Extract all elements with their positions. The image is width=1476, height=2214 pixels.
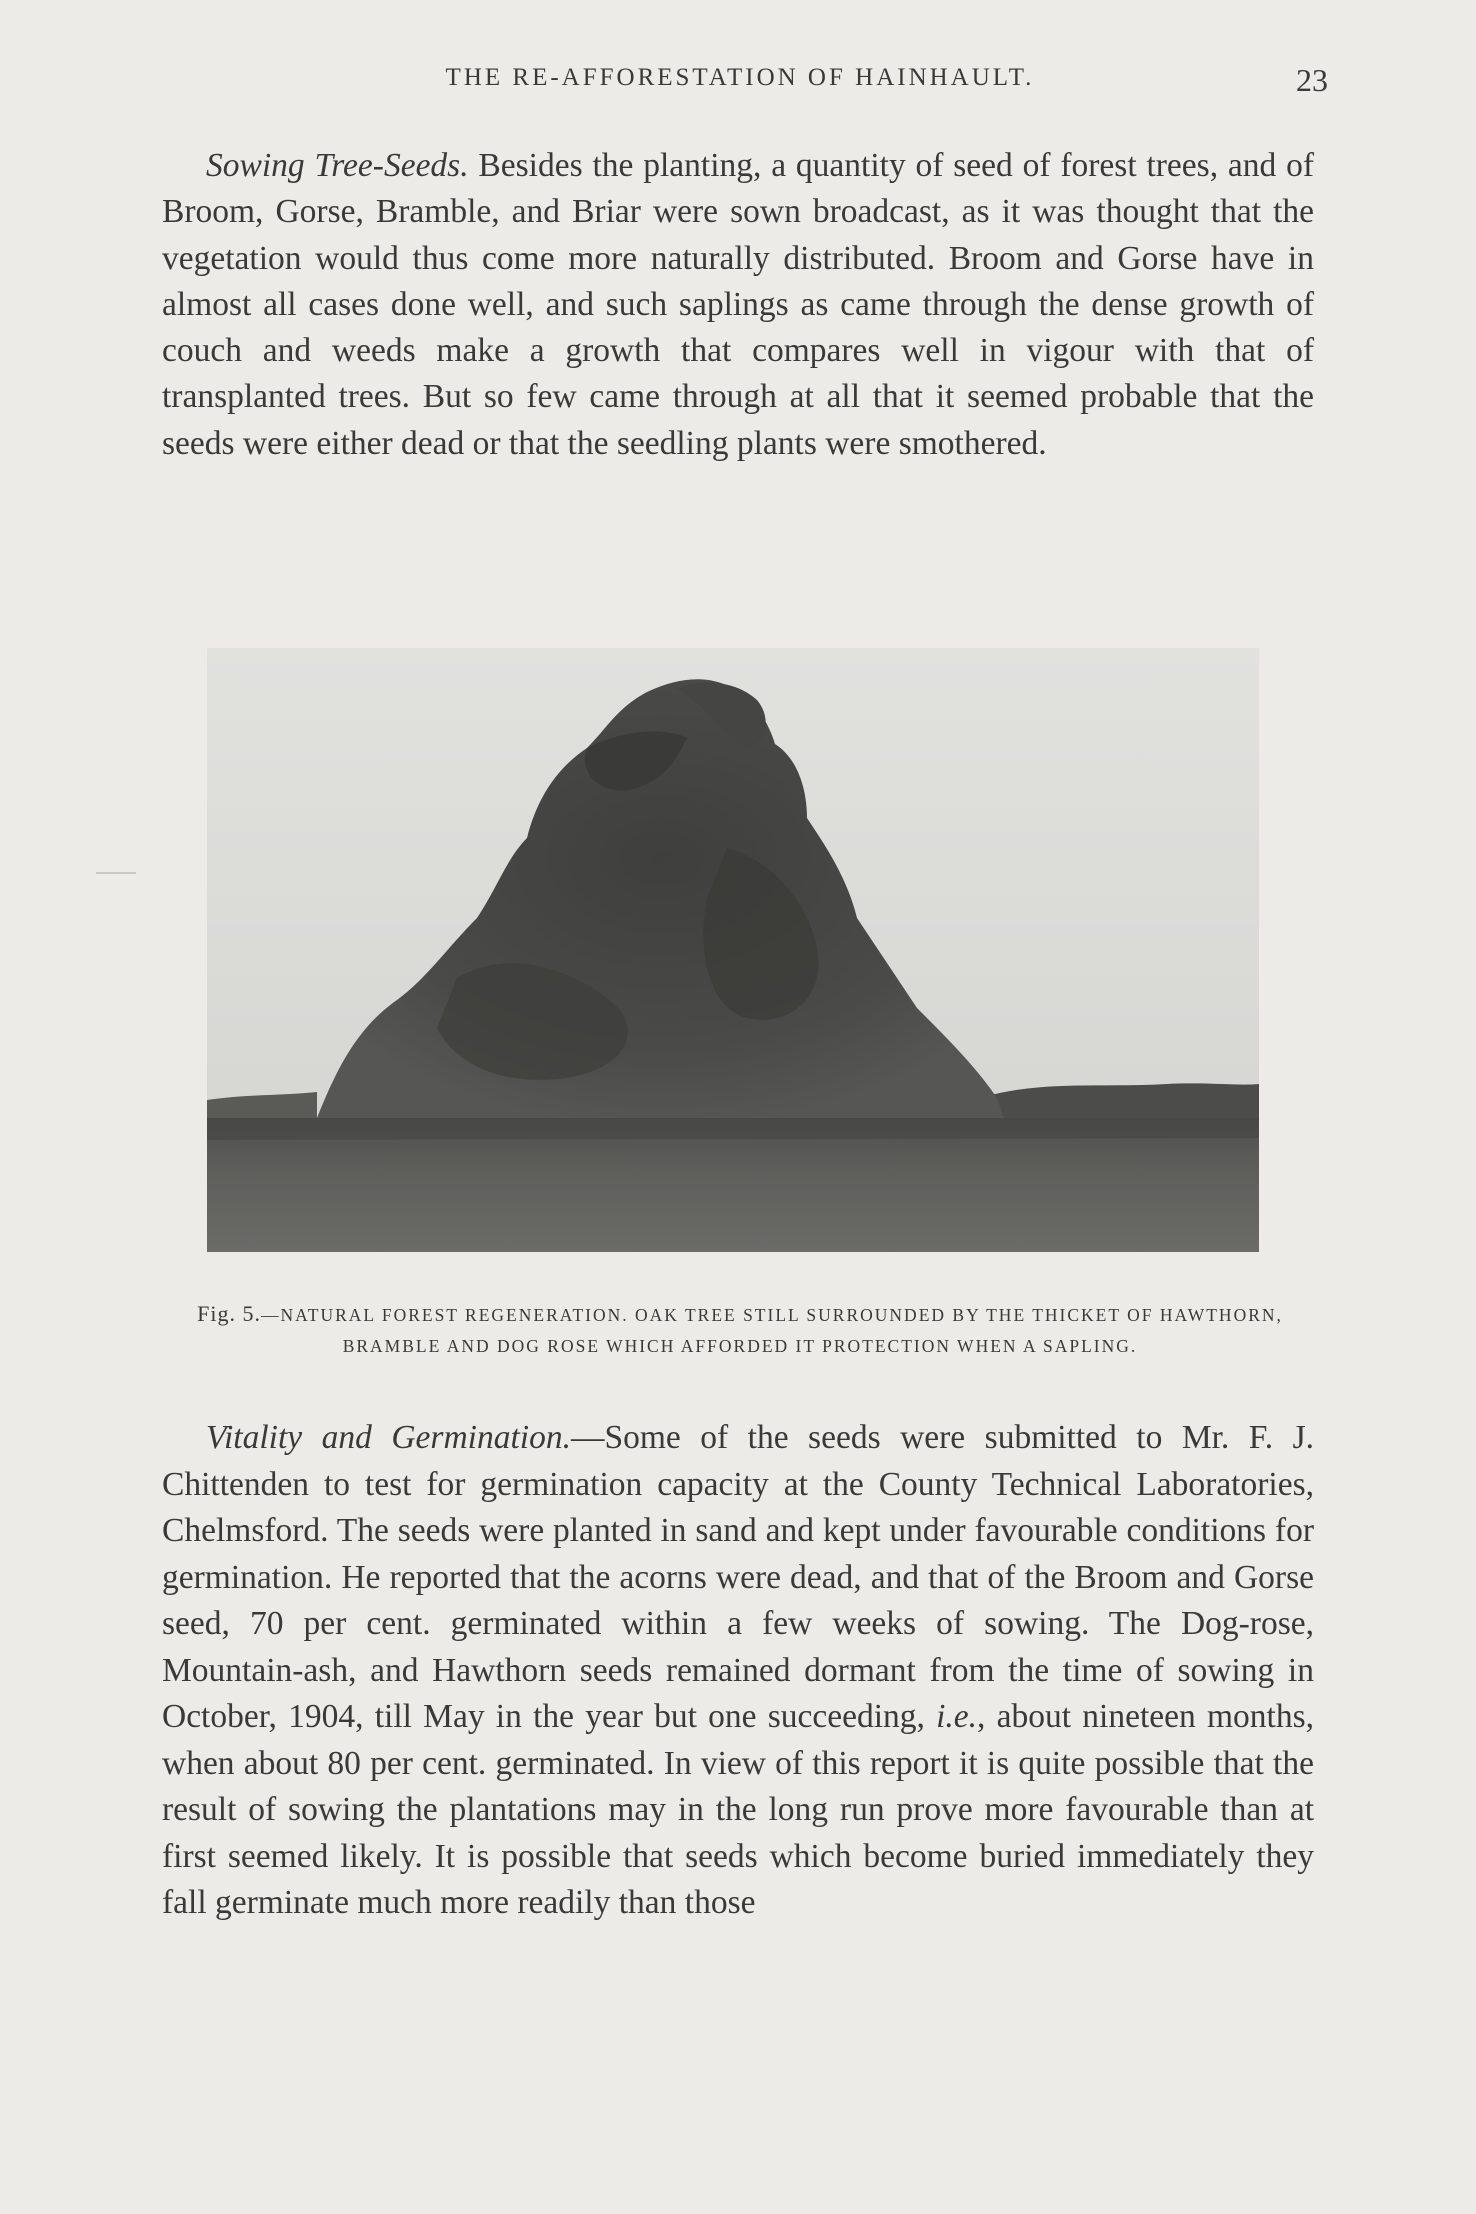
running-head (160, 62, 1328, 102)
paragraph-sowing-text: Besides the planting, a quantity of seed of forest trees, and of Broom, Gorse, Bramble, and Briar were sown broadcast, as it was thought that the vegetation would thus come more naturally distributed. Broom and Gorse have in almost all cases done well, and such saplings as came through the dense growth of couch and weeds make a growth that compares well in vigour with that of transplanted trees. But so few came through at all that it seemed probable that the seeds were either dead or that the seedling plants were smothered. (162, 147, 1314, 462)
section-sowing (162, 143, 1314, 467)
page-number: 23 (1296, 62, 1328, 98)
figure-caption (170, 1298, 1310, 1362)
section-vitality (162, 1415, 1314, 1927)
figure-photograph (207, 648, 1259, 1252)
margin-mark (96, 872, 136, 874)
section-heading-vitality: Vitality and Germination. (206, 1419, 571, 1456)
abbreviation-ie: i.e. (936, 1698, 978, 1735)
paragraph-sowing (162, 143, 1314, 467)
figure-caption-text: —NATURAL FOREST REGENERATION. OAK TREE STILL SURROUNDED BY THE THICKET OF HAWTHORN, BRAMBLE AND DOG ROSE WHICH AFFORDED IT PROTECTION WHEN A SAPLING. (260, 1305, 1283, 1356)
paragraph-vitality (162, 1415, 1314, 1927)
figure-label: Fig. 5. (197, 1301, 261, 1326)
paragraph-vitality-text: —Some of the seeds were submitted to Mr. F. J. Chittenden to test for germination capacity at the County Technical Laboratories, Chelmsford. The seeds were planted in sand and kept under favourable conditions for germination. He reported that the acorns were dead, and that of the Broom and Gorse seed, 70 per cent. germinated within a few weeks of sowing. The Dog-rose, Mountain-ash, and Hawthorn seeds remained dormant from the time of sowing in October, 1904, till May in the year but one succeeding, (162, 1419, 1314, 1735)
paragraph-vitality-text-end: , about nineteen months, when about 80 per cent. germinated. In view of this report it is quite possible that the result of sowing the plantations may in the long run prove more favourable than at first seemed likely. It is possible that seeds which become buried immediately they fall germinate much more readily than those (162, 1698, 1314, 1921)
section-heading-sowing: Sowing Tree-Seeds. (206, 147, 469, 184)
oak-tree-photograph (207, 648, 1259, 1252)
running-title: THE RE-AFFORESTATION OF HAINHAULT. (445, 64, 1035, 91)
